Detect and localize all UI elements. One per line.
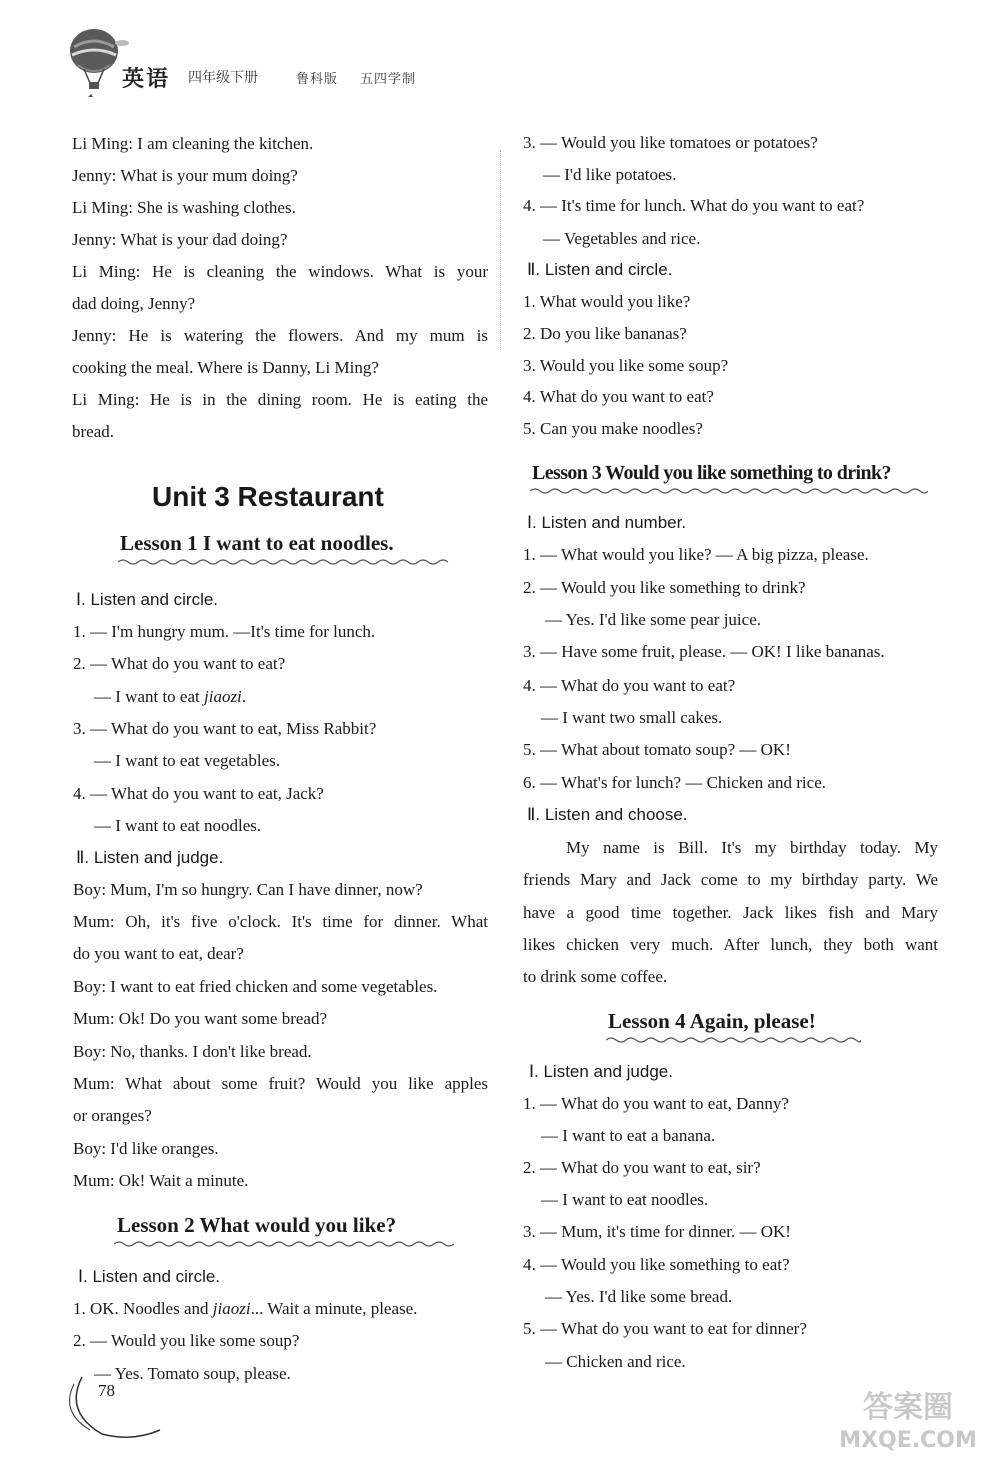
exercise-line: 1. — What would you like? — A big pizza, please.	[523, 545, 869, 564]
exercise-line: — I want to eat a banana.	[541, 1126, 716, 1145]
exercise-line: 4. — What do you want to eat?	[523, 676, 736, 695]
exercise-line: 2. — What do you want to eat?	[73, 654, 286, 673]
italic-word: jiaozi	[212, 1299, 251, 1318]
exercise-line: 3. Would you like some soup?	[523, 356, 729, 375]
page-header	[60, 25, 480, 100]
exercise-line: 4. — What do you want to eat, Jack?	[73, 784, 324, 803]
exercise-line: — Yes. I'd like some pear juice.	[545, 610, 761, 629]
exercise-text: .	[241, 687, 247, 706]
exercise-line: 4. — Would you like something to eat?	[523, 1255, 790, 1274]
edition-label: 鲁科版	[296, 72, 339, 87]
dialogue-line: Li Ming: He is cleaning the windows. What is your	[72, 262, 488, 281]
exercise-line: — I want to eat noodles.	[94, 816, 262, 835]
italic-word: jiaozi	[204, 687, 242, 706]
system-label: 五四学制	[360, 72, 417, 87]
column-divider	[500, 150, 502, 350]
exercise-line	[94, 687, 246, 707]
exercise-line: — Vegetables and rice.	[543, 229, 701, 248]
exercise-line: 6. — What's for lunch? — Chicken and rice.	[523, 773, 826, 792]
svg-text:MXQE.COM: MXQE.COM	[839, 1428, 977, 1453]
exercise-text: ... Wait a minute, please.	[250, 1299, 418, 1318]
dialogue-line: Boy: I'd like oranges.	[73, 1139, 219, 1158]
exercise-line	[73, 1299, 417, 1319]
svg-text:答案圈: 答案圈	[863, 1390, 953, 1425]
exercise-line: 1. What would you like?	[523, 292, 691, 311]
dialogue-line: Mum: Ok! Wait a minute.	[73, 1171, 249, 1190]
wave-underline	[530, 486, 928, 496]
exercise-line: — Yes. I'd like some bread.	[545, 1287, 733, 1306]
lesson-title: Lesson 4 Again, please!	[608, 1009, 816, 1033]
section-heading: Ⅰ. Listen and judge.	[529, 1062, 673, 1081]
wave-underline	[118, 557, 452, 567]
exercise-line: 1. — I'm hungry mum. —It's time for lunch.	[73, 622, 376, 641]
exercise-line: 4. What do you want to eat?	[523, 387, 714, 406]
dialogue-line: Jenny: What is your dad doing?	[72, 230, 288, 249]
grade-label: 四年级下册	[188, 70, 258, 86]
section-heading: Ⅰ. Listen and number.	[527, 513, 687, 532]
dialogue-line: Li Ming: I am cleaning the kitchen.	[72, 134, 314, 153]
dialogue-line: Boy: Mum, I'm so hungry. Can I have dinner, now?	[73, 880, 423, 899]
exercise-line: 2. Do you like bananas?	[523, 324, 687, 343]
subject-title: 英语	[122, 67, 171, 92]
exercise-line: — Yes. Tomato soup, please.	[94, 1364, 291, 1383]
exercise-line: 3. — Would you like tomatoes or potatoes?	[523, 133, 818, 152]
paragraph-line: likes chicken very much. After lunch, they both want	[523, 935, 938, 954]
dialogue-line: Boy: No, thanks. I don't like bread.	[73, 1042, 312, 1061]
wave-underline	[114, 1239, 454, 1249]
exercise-line: — I want two small cakes.	[541, 708, 723, 727]
dialogue-line: or oranges?	[73, 1106, 152, 1125]
exercise-line: 5. Can you make noodles?	[523, 419, 703, 438]
dialogue-line: Jenny: He is watering the flowers. And my mum is	[72, 326, 488, 345]
exercise-line: — I want to eat noodles.	[541, 1190, 709, 1209]
exercise-line: 3. — Have some fruit, please. — OK! I like bananas.	[523, 642, 885, 661]
section-heading: Ⅱ. Listen and judge.	[76, 848, 224, 867]
exercise-line: 3. — What do you want to eat, Miss Rabbit?	[73, 719, 377, 738]
exercise-text: — I want to eat	[94, 687, 200, 706]
lesson-title: Lesson 1 I want to eat noodles.	[120, 531, 394, 555]
hot-air-balloon-icon	[60, 25, 130, 100]
dialogue-line: Li Ming: She is washing clothes.	[72, 198, 296, 217]
dialogue-line: Mum: Oh, it's five o'clock. It's time for dinner. What	[73, 912, 488, 931]
paragraph-line: My name is Bill. It's my birthday today. My	[566, 838, 938, 857]
dialogue-line: Li Ming: He is in the dining room. He is eating the	[72, 390, 488, 409]
dialogue-line: do you want to eat, dear?	[73, 944, 244, 963]
lesson-title: Lesson 2 What would you like?	[117, 1213, 397, 1237]
exercise-line: — I want to eat vegetables.	[94, 751, 280, 770]
exercise-line: 5. — What about tomato soup? — OK!	[523, 740, 791, 759]
section-heading: Ⅰ. Listen and circle.	[76, 590, 219, 609]
exercise-text: 1. OK. Noodles and	[73, 1299, 209, 1318]
exercise-line: 2. — Would you like some soup?	[73, 1331, 300, 1350]
dialogue-line: Boy: I want to eat fried chicken and some vegetables.	[73, 977, 438, 996]
paragraph-line: friends Mary and Jack come to my birthday party. We	[523, 870, 938, 889]
unit-title: Unit 3 Restaurant	[152, 481, 384, 512]
section-heading: Ⅱ. Listen and circle.	[527, 260, 673, 279]
dialogue-line: cooking the meal. Where is Danny, Li Ming?	[72, 358, 379, 377]
exercise-line: — I'd like potatoes.	[543, 165, 677, 184]
exercise-line: 1. — What do you want to eat, Danny?	[523, 1094, 789, 1113]
wave-underline	[606, 1035, 861, 1045]
dialogue-line: Jenny: What is your mum doing?	[72, 166, 298, 185]
exercise-line: — Chicken and rice.	[545, 1352, 686, 1371]
exercise-line: 5. — What do you want to eat for dinner?	[523, 1319, 807, 1338]
exercise-line: 2. — What do you want to eat, sir?	[523, 1158, 761, 1177]
page-number: 78	[98, 1381, 115, 1400]
watermark-logo	[820, 1385, 995, 1455]
dialogue-line: bread.	[72, 422, 115, 441]
exercise-line: 3. — Mum, it's time for dinner. — OK!	[523, 1222, 791, 1241]
dialogue-line: dad doing, Jenny?	[72, 294, 196, 313]
paragraph-line: have a good time together. Jack likes fish and Mary	[523, 903, 938, 922]
section-heading: Ⅰ. Listen and circle.	[78, 1267, 221, 1286]
section-heading: Ⅱ. Listen and choose.	[527, 805, 688, 824]
exercise-line: 4. — It's time for lunch. What do you want to eat?	[523, 196, 865, 215]
paragraph-line: to drink some coffee.	[523, 967, 668, 986]
dialogue-line: Mum: Ok! Do you want some bread?	[73, 1009, 328, 1028]
dialogue-line: Mum: What about some fruit? Would you like apples	[73, 1074, 488, 1093]
exercise-line: 2. — Would you like something to drink?	[523, 578, 806, 597]
lesson-title: Lesson 3 Would you like something to drink?	[532, 462, 891, 484]
